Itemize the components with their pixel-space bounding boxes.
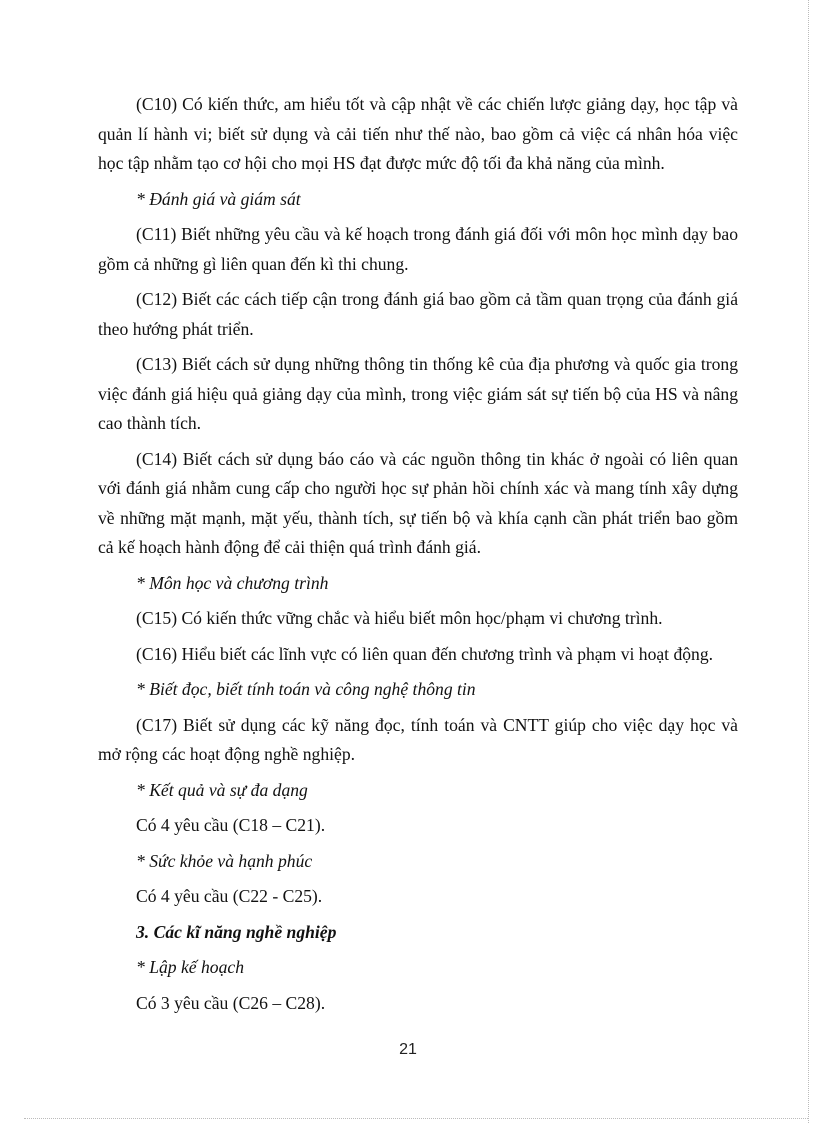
- paragraph-c22-c25: Có 4 yêu cầu (C22 - C25).: [136, 886, 323, 906]
- section-heading-outcomes: * Kết quả và sự đa dạng: [136, 779, 308, 800]
- paragraph-c17: (C17) Biết sử dụng các kỹ năng đọc, tính toán và CNTT giúp cho việc dạy học và mở rộng các hoạt động nghề nghiệp.: [98, 714, 738, 764]
- paragraph-c18-c21: Có 4 yêu cầu (C18 – C21).: [136, 815, 326, 835]
- section-heading-literacy: * Biết đọc, biết tính toán và công nghệ thông tin: [136, 679, 476, 699]
- paragraph-c26-c28: Có 3 yêu cầu (C26 – C28).: [136, 992, 326, 1013]
- section-heading-subject: * Môn học và chương trình: [136, 572, 329, 593]
- section-heading-planning: * Lập kế hoạch: [136, 957, 244, 977]
- section-heading-health: * Sức khỏe và hạnh phúc: [136, 850, 313, 871]
- section-heading-assessment: * Đánh giá và giám sát: [136, 188, 301, 209]
- page-body: [98, 90, 738, 1024]
- paragraph-c14: (C14) Biết cách sử dụng báo cáo và các nguồn thông tin khác ở ngoài có liên quan với đánh giá nhằm cung cấp cho người học sự phản hồi chính xác và mang tính xây dựng về những mặt mạnh, mặt yếu, thành tích, sự tiến bộ và khía cạnh cần phát triển bao gồm cả kế hoạch hành động để cải thiện quá trình đánh giá.: [98, 448, 738, 557]
- page-edge-divider-bottom: [24, 1118, 808, 1119]
- page-edge-divider-right: [808, 0, 809, 1123]
- page-number: 21: [399, 1041, 417, 1058]
- paragraph-c13: (C13) Biết cách sử dụng những thông tin thống kê của địa phương và quốc gia trong việc đánh giá hiệu quả giảng dạy của mình, trong việc giám sát sự tiến bộ của HS và nâng cao thành tích.: [98, 354, 738, 433]
- paragraph-c15: (C15) Có kiến thức vững chắc và hiểu biết môn học/phạm vi chương trình.: [136, 608, 663, 628]
- paragraph-c10: (C10) Có kiến thức, am hiểu tốt và cập nhật về các chiến lược giảng dạy, học tập và quản lí hành vi; biết sử dụng và cải tiến như thế nào, bao gồm cả việc cá nhân hóa việc học tập nhằm tạo cơ hội cho mọi HS đạt được mức độ tối đa khả năng của mình.: [98, 94, 738, 173]
- paragraph-c11: (C11) Biết những yêu cầu và kế hoạch trong đánh giá đối với môn học mình dạy bao gồm cả những gì liên quan đến kì thi chung.: [98, 224, 738, 274]
- paragraph-c12: (C12) Biết các cách tiếp cận trong đánh giá bao gồm cả tầm quan trọng của đánh giá theo hướng phát triển.: [98, 289, 738, 339]
- paragraph-c16: (C16) Hiểu biết các lĩnh vực có liên quan đến chương trình và phạm vi hoạt động.: [136, 643, 714, 664]
- section-heading-professional-skills: 3. Các kĩ năng nghề nghiệp: [136, 921, 337, 942]
